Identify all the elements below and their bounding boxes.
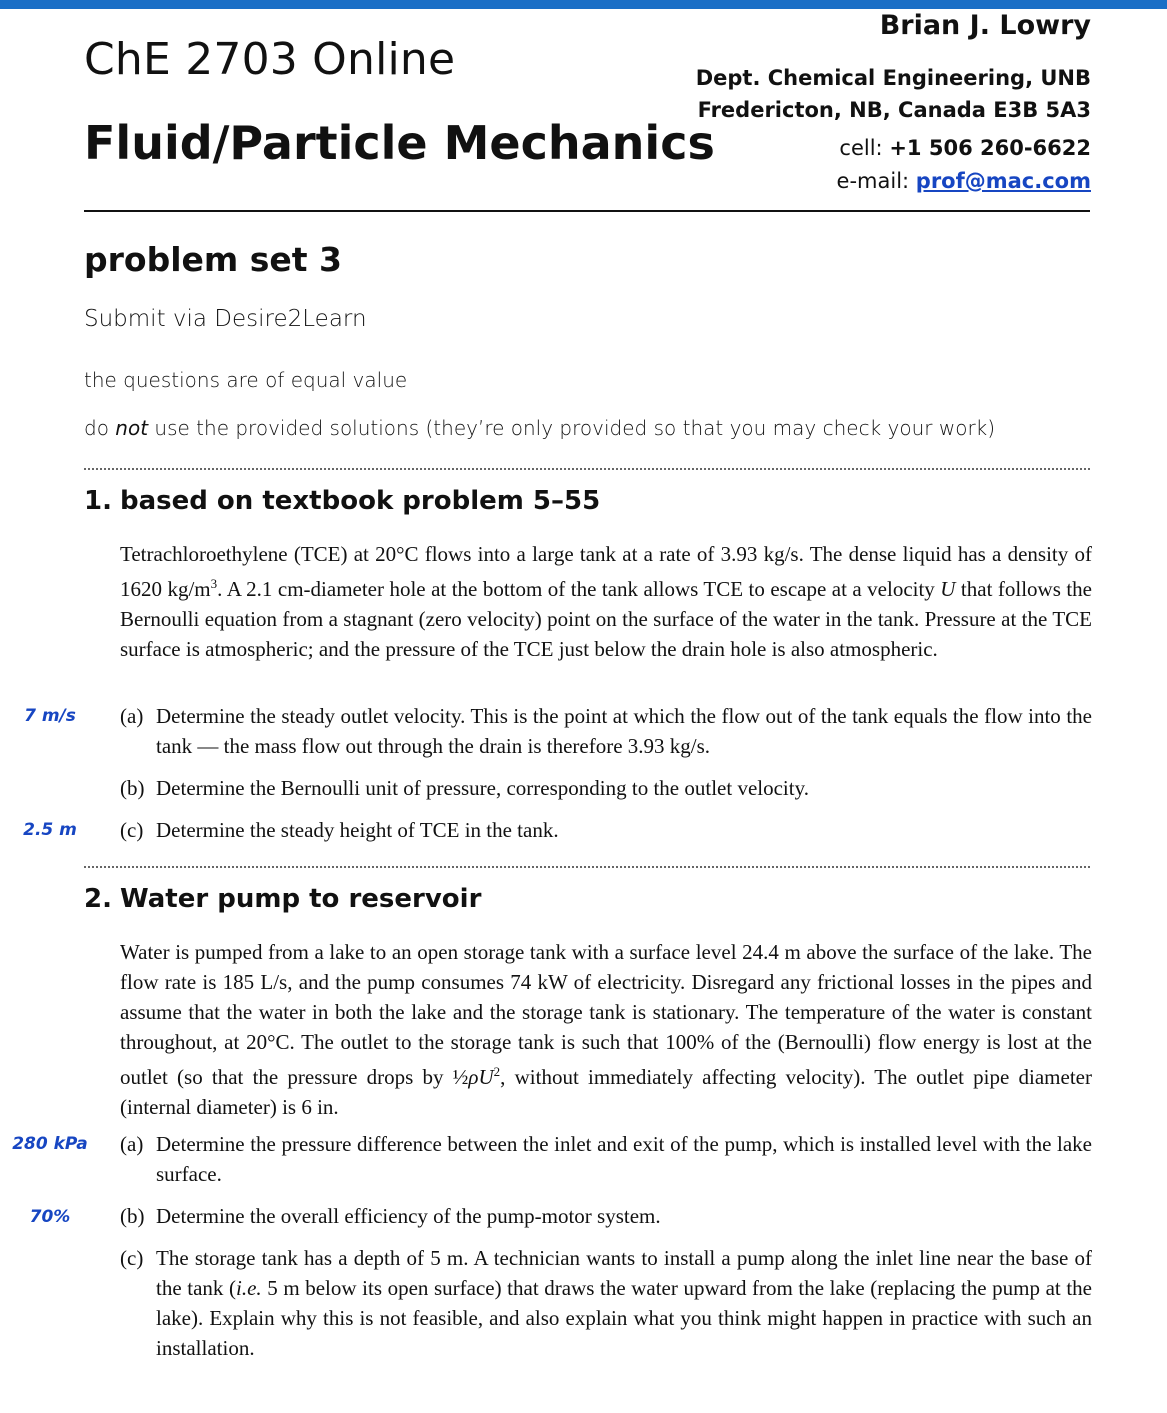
question-2-part-a bbox=[120, 1129, 1092, 1189]
contact-info bbox=[837, 132, 1091, 198]
statement-text: that follows the Bernoulli equation from a stagnant (zero velocity) point on the surface of the water in the tank. Pressure at the TCE surface is atmospheric; and the pressure of the TCE just below the drain hole is also atmospheric. bbox=[120, 577, 1092, 661]
note-solutions bbox=[84, 416, 995, 440]
question-1-part-a bbox=[120, 701, 1092, 761]
statement-text: . A 2.1 cm-diameter hole at the bottom of the tank allows TCE to escape at a velocity bbox=[217, 577, 935, 601]
question-number: 1. bbox=[84, 486, 112, 516]
note-not: not bbox=[115, 416, 149, 440]
part-text: Determine the overall efficiency of the pump-motor system. bbox=[156, 1204, 661, 1228]
question-2-statement bbox=[120, 937, 1092, 1122]
course-name: Fluid/Particle Mechanics bbox=[84, 116, 715, 170]
statement-text: , without immediately affecting velocity). The outlet pipe diameter (internal diameter) is 6 in. bbox=[120, 1065, 1092, 1119]
header-divider bbox=[84, 210, 1090, 212]
answer-q2b: 70% bbox=[29, 1207, 71, 1227]
question-title: Water pump to reservoir bbox=[120, 884, 482, 914]
question-1-heading bbox=[84, 486, 600, 516]
exponent: 2 bbox=[493, 1064, 501, 1079]
part-text: Determine the steady outlet velocity. This is the point at which the flow out of the tank equals the flow into the tank — the mass flow out through the drain is therefore 3.93 kg/s. bbox=[156, 704, 1092, 758]
part-label: (c) bbox=[120, 1246, 144, 1270]
statement-text: Water is pumped from a lake to an open storage tank with a surface level 24.4 m above the surface of the lake. The flow rate is 185 L/s, and the pump consumes 74 kW of electricity. Disregard any frictional losses in the pipes and assume that the water in both the lake and the storage tank is stationary. The temperature of the water is constant throughout, at 20°C. The outlet to the storage tank is such that 100% of the (Bernoulli) flow energy is lost at the outlet (so that the pressure drops by ½ bbox=[120, 940, 1092, 1089]
answer-q1a: 7 m/s bbox=[24, 706, 76, 726]
question-1-statement bbox=[120, 539, 1092, 664]
top-accent-bar bbox=[0, 0, 1167, 9]
submit-instructions: Submit via Desire2Learn bbox=[84, 306, 367, 332]
exponent: 3 bbox=[210, 576, 218, 591]
email-label: e-mail: bbox=[836, 169, 910, 193]
part-label: (a) bbox=[120, 704, 144, 728]
note-rest: use the provided solutions (they’re only provided so that you may check your work) bbox=[154, 416, 996, 440]
question-2-part-c bbox=[120, 1243, 1092, 1363]
email-line bbox=[837, 165, 1091, 198]
author-name: Brian J. Lowry bbox=[879, 10, 1091, 41]
ie-abbrev: i.e. bbox=[235, 1276, 262, 1300]
section-divider bbox=[84, 468, 1090, 470]
answer-q1c: 2.5 m bbox=[23, 820, 77, 840]
rho-u-symbol: ρU bbox=[468, 1065, 494, 1089]
part-text: Determine the pressure difference between the inlet and exit of the pump, which is installed level with the lake surface. bbox=[156, 1132, 1092, 1186]
part-text: The storage tank has a depth of 5 m. A technician wants to install a pump along the inlet line near the base of the tank (i.e. 5 m below its open surface) that draws the water upward from the lake (replacing the pump at the lake). Explain why this is not feasible, and also explain what you think might happen in practice with such an installation. bbox=[156, 1246, 1093, 1360]
question-2-heading bbox=[84, 884, 481, 914]
dept-line-2: Fredericton, NB, Canada E3B 5A3 bbox=[697, 98, 1091, 122]
course-code: ChE 2703 Online bbox=[84, 34, 456, 85]
part-text: Determine the steady height of TCE in the tank. bbox=[156, 818, 559, 842]
part-label: (c) bbox=[120, 818, 144, 842]
cell-number: +1 506 260-6622 bbox=[889, 136, 1091, 160]
question-title: based on textbook problem 5–55 bbox=[120, 486, 601, 516]
note-equal-value: the questions are of equal value bbox=[84, 368, 408, 392]
section-divider bbox=[84, 866, 1090, 868]
question-2-part-b bbox=[120, 1201, 1092, 1231]
statement-text: Tetrachloroethylene (TCE) at 20°C flows into a large tank at a rate of 3.93 kg/s. The dense liquid has a density of 1620 kg/m bbox=[120, 542, 1092, 601]
part-label: (b) bbox=[120, 1204, 145, 1228]
email-link[interactable]: prof@mac.com bbox=[915, 169, 1091, 193]
question-1-part-c bbox=[120, 815, 1092, 845]
part-text: Determine the Bernoulli unit of pressure, corresponding to the outlet velocity. bbox=[156, 776, 809, 800]
part-label: (b) bbox=[120, 776, 145, 800]
question-1-part-b bbox=[120, 773, 1092, 803]
cell-line bbox=[837, 132, 1091, 165]
dept-line-1: Dept. Chemical Engineering, UNB bbox=[695, 66, 1091, 90]
velocity-symbol: U bbox=[940, 577, 956, 601]
cell-label: cell: bbox=[839, 136, 883, 160]
question-number: 2. bbox=[84, 884, 112, 914]
department-address bbox=[696, 62, 1091, 126]
note-do: do bbox=[84, 416, 109, 440]
problem-set-title: problem set 3 bbox=[84, 240, 343, 279]
answer-q2a: 280 kPa bbox=[12, 1134, 88, 1154]
part-label: (a) bbox=[120, 1132, 144, 1156]
